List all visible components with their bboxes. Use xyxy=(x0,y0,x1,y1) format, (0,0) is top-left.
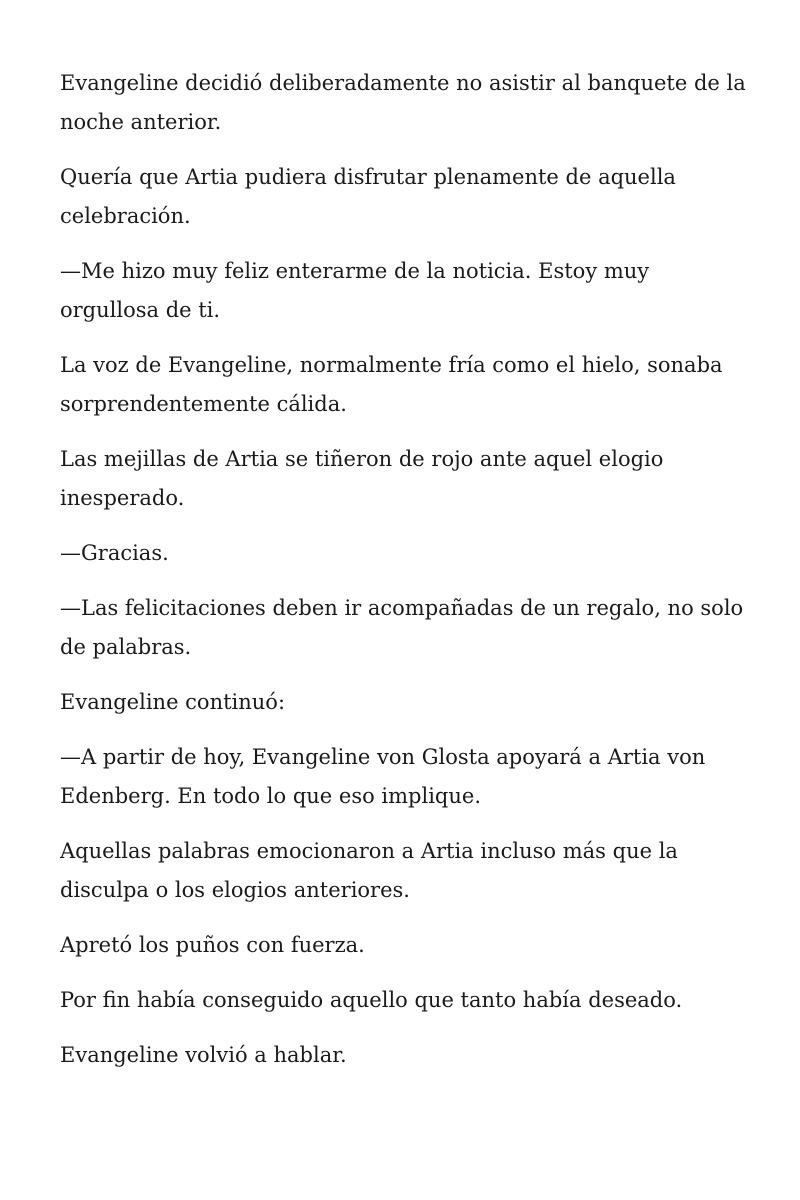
paragraph: Evangeline decidió deliberadamente no asistir al banquete de la noche anterior. xyxy=(60,71,746,134)
paragraph: Evangeline volvió a hablar. xyxy=(60,1043,347,1067)
paragraph: Evangeline continuó: xyxy=(60,690,286,714)
story-text xyxy=(60,64,750,1091)
paragraph: —Gracias. xyxy=(60,541,169,565)
paragraph: Las mejillas de Artia se tiñeron de rojo ante aquel elogio inesperado. xyxy=(60,447,664,510)
paragraph: Quería que Artia pudiera disfrutar plenamente de aquella celebración. xyxy=(60,165,676,228)
paragraph: —Las felicitaciones deben ir acompañadas de un regalo, no solo de palabras. xyxy=(60,596,744,659)
paragraph: —A partir de hoy, Evangeline von Glosta apoyará a Artia von Edenberg. En todo lo que eso implique. xyxy=(60,745,706,808)
paragraph: Aquellas palabras emocionaron a Artia incluso más que la disculpa o los elogios anteriores. xyxy=(60,839,678,902)
paragraph: La voz de Evangeline, normalmente fría como el hielo, sonaba sorprendentemente cálida. xyxy=(60,353,723,416)
paragraph: Por fin había conseguido aquello que tanto había deseado. xyxy=(60,988,683,1012)
paragraph: —Me hizo muy feliz enterarme de la noticia. Estoy muy orgullosa de ti. xyxy=(60,259,650,322)
paragraph: Apretó los puños con fuerza. xyxy=(60,933,365,957)
